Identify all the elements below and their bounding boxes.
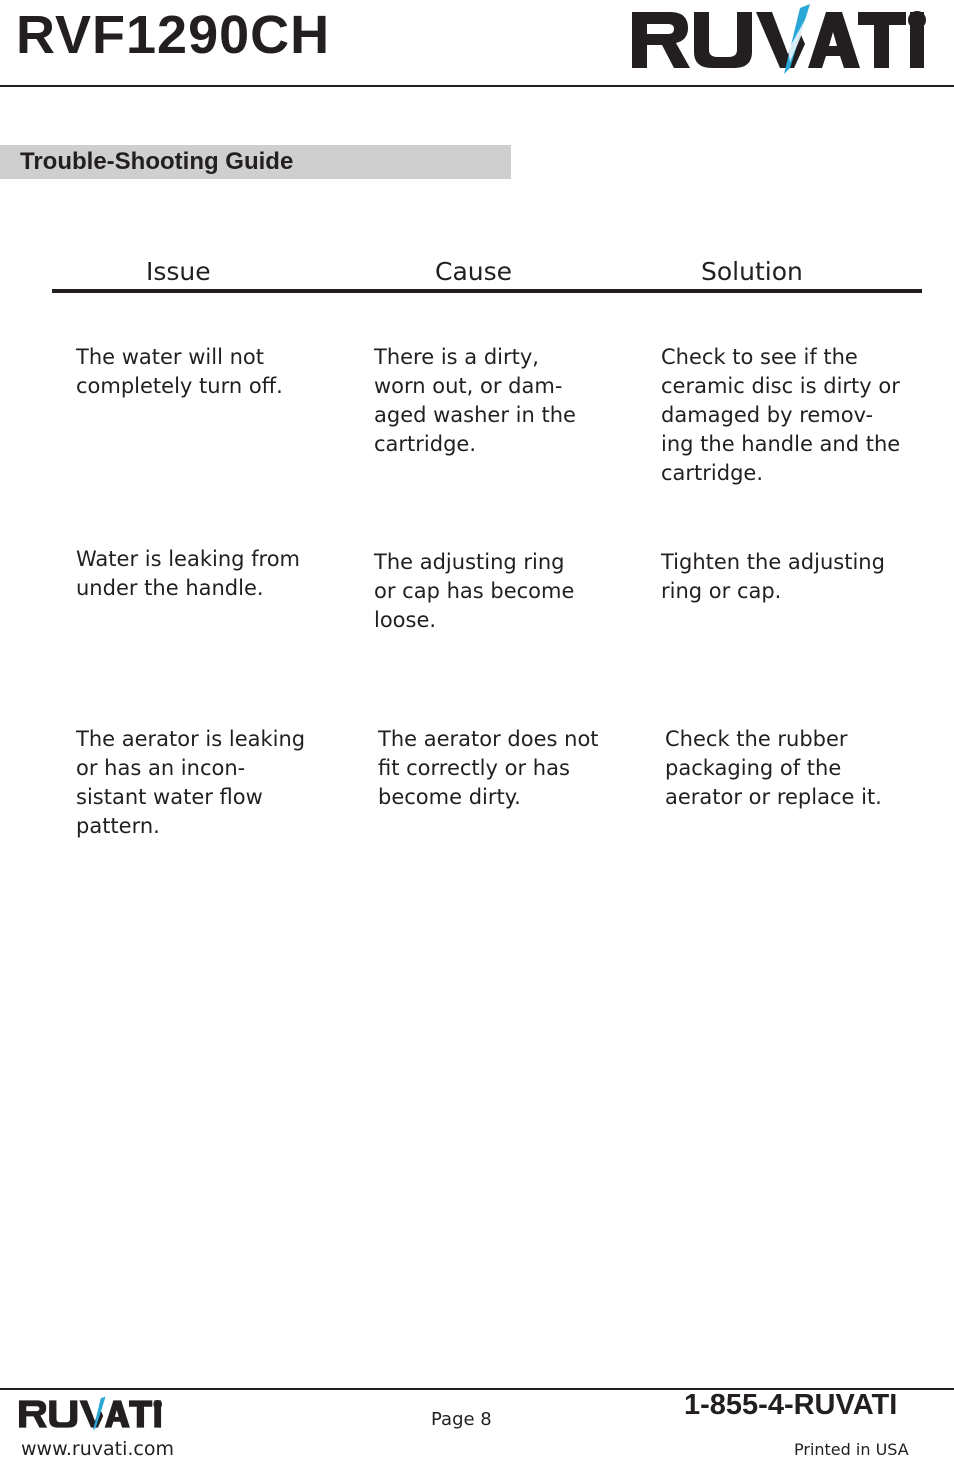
model-number: RVF1290CH	[16, 5, 331, 65]
website-link[interactable]: www.ruvati.com	[21, 1438, 175, 1460]
row-1-solution: Check to see if the ceramic disc is dirty or damaged by remov- ing the handle and the cartridge.	[661, 345, 901, 485]
row-1-issue: The water will not completely turn off.	[76, 345, 283, 398]
svg-text:R: R	[155, 1402, 160, 1409]
row-2-cause: The adjusting ring or cap has become loose.	[374, 550, 575, 632]
header-divider	[0, 85, 954, 87]
row-3-cause: The aerator does not fit correctly or has become dirty.	[378, 727, 599, 809]
table-header-rule	[52, 289, 922, 293]
svg-text:R: R	[913, 15, 921, 27]
row-3-solution: Check the rubber packaging of the aerator or replace it.	[665, 727, 882, 809]
column-header-solution: Solution	[701, 257, 803, 286]
row-3-issue: The aerator is leaking or has an incon- sistant water flow pattern.	[76, 727, 306, 838]
column-header-cause: Cause	[435, 257, 513, 286]
section-title: Trouble-Shooting Guide	[20, 148, 294, 175]
column-header-issue: Issue	[146, 257, 211, 286]
page-number: Page 8	[431, 1409, 492, 1430]
section-header-bar	[0, 145, 511, 179]
row-2-solution: Tighten the adjusting ring or cap.	[661, 550, 885, 603]
ruvati-logo-footer	[18, 1395, 164, 1433]
phone-number: 1-855-4-RUVATI	[684, 1389, 898, 1421]
row-2-issue: Water is leaking from under the handle.	[76, 547, 301, 600]
printed-in-note: Printed in USA	[794, 1440, 909, 1459]
row-1-cause: There is a dirty, worn out, or dam- aged washer in the cartridge.	[374, 345, 576, 456]
ruvati-logo	[630, 4, 930, 76]
